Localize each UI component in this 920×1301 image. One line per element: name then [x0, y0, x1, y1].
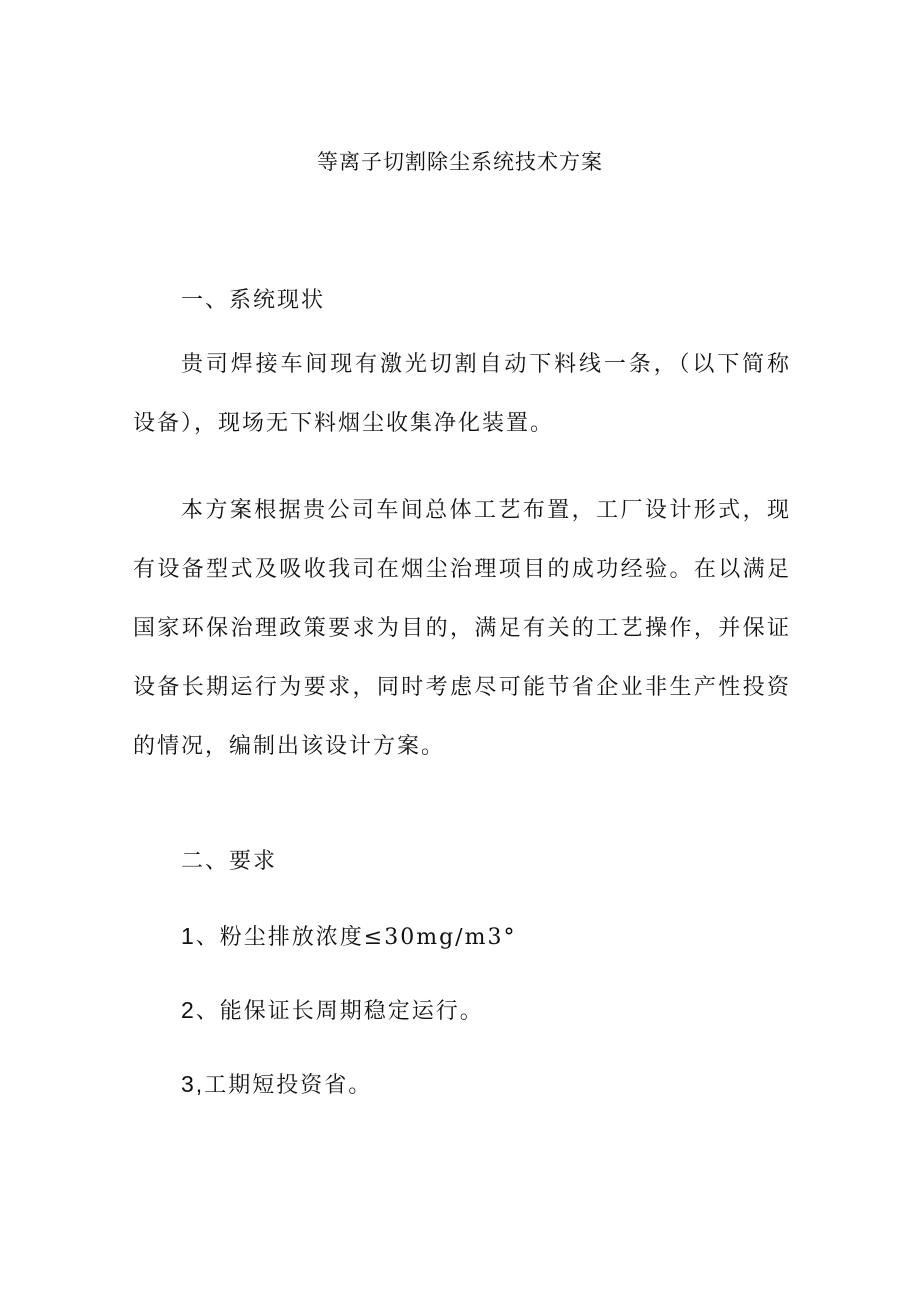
section-heading-requirements: 二、要求 [181, 849, 278, 874]
requirement-number: 2 [181, 997, 196, 1023]
requirement-text: 工期短投资省。 [204, 1073, 373, 1098]
document-title: 等离子切割除尘系统技术方案 [317, 150, 603, 174]
section-heading-status: 一、系统现状 [181, 288, 326, 313]
requirement-text: 、粉尘排放浓度≤30mg∕m3° [195, 925, 517, 950]
requirement-item-1 [181, 920, 516, 951]
requirement-text: 、能保证长周期稳定运行。 [195, 999, 484, 1024]
paragraph-design-basis: 本方案根据贵公司车间总体工艺布置，工厂设计形式，现有设备型式及吸收我司在烟尘治理项目的成功经验。在以满足国家环保治理政策要求为目的，满足有关的工艺操作，并保证设备长期运行为要求，同时考虑尽可能节省企业非生产性投资的情况，编制出该设计方案。 [133, 498, 791, 759]
paragraph-current-status: 贵司焊接车间现有激光切割自动下料线一条，（以下简称设备），现场无下料烟尘收集净化装置。 [133, 352, 791, 436]
requirement-number: 3, [181, 1071, 205, 1097]
requirement-item-3 [181, 1068, 372, 1099]
requirement-number: 1 [181, 923, 196, 949]
requirement-item-2 [181, 994, 484, 1025]
